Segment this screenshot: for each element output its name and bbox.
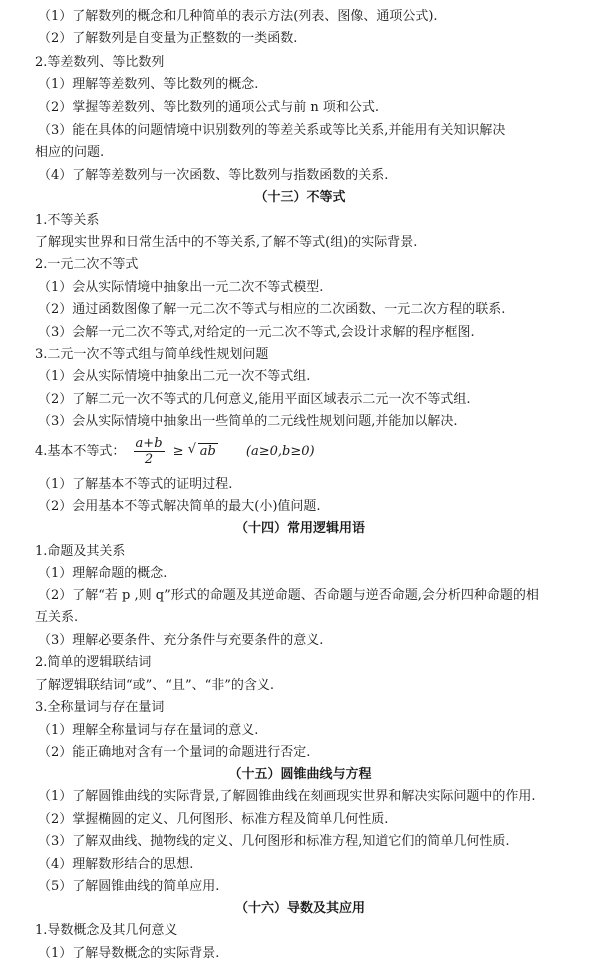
text-line: （3）能在具体的问题情境中识别数列的等差关系或等比关系,并能用有关知识解决 xyxy=(38,123,506,138)
subsection-heading: 1.导数概念及其几何意义 xyxy=(35,923,178,938)
subsection-heading: 3.全称量词与存在量词 xyxy=(35,700,165,715)
text-line: （4）了解等差数列与一次函数、等比数列与指数函数的关系. xyxy=(38,168,389,183)
section-title: （十五）圆锥曲线与方程 xyxy=(228,767,372,782)
text-line: （1）会从实际情境中抽象出二元一次不等式组. xyxy=(38,369,311,384)
text-line: （2）了解二元一次不等式的几何意义,能用平面区域表示二元一次不等式组. xyxy=(38,392,471,407)
subsection-heading: 2.简单的逻辑联结词 xyxy=(35,655,152,670)
text-line: （1）了解导数概念的实际背景. xyxy=(38,946,220,961)
text-line: （2）了解数列是自变量为正整数的一类函数. xyxy=(38,31,298,46)
formula-denominator: 2 xyxy=(144,452,154,467)
formula-fraction xyxy=(134,436,165,467)
text-line: （2）了解“若 p ,则 q”形式的命题及其逆命题、否命题与逆否命题,会分析四种命题的相 xyxy=(38,588,539,603)
text-line: （1）了解圆锥曲线的实际背景,了解圆锥曲线在刻画现实世界和解决实际问题中的作用. xyxy=(38,789,536,804)
text-line: （3）理解必要条件、充分条件与充要条件的意义. xyxy=(38,633,324,648)
text-line: （1）了解数列的概念和几种简单的表示方法(列表、图像、通项公式). xyxy=(38,9,438,24)
formula-line xyxy=(0,432,600,472)
text-line: （3）会解一元二次不等式,对给定的一元二次不等式,会设计求解的程序框图. xyxy=(38,325,475,340)
text-line: （1）理解全称量词与存在量词的意义. xyxy=(38,723,259,738)
subsection-heading: 2.等差数列、等比数列 xyxy=(35,55,165,70)
text-line: （5）了解圆锥曲线的简单应用. xyxy=(38,879,220,894)
text-line: （4）理解数形结合的思想. xyxy=(38,857,194,872)
formula-relation: ≥ xyxy=(172,444,184,459)
text-line: （1）理解命题的概念. xyxy=(38,566,168,581)
subsection-heading: 1.不等关系 xyxy=(35,213,100,228)
text-line: （3）会从实际情境中抽象出一些简单的二元线性规划问题,并能加以解决. xyxy=(38,414,458,429)
text-line: （1）理解等差数列、等比数列的概念. xyxy=(38,77,259,92)
formula-label: 4.基本不等式： xyxy=(35,444,126,459)
section-title: （十四）常用逻辑用语 xyxy=(234,521,365,536)
text-line: （2）会用基本不等式解决简单的最大(小)值问题. xyxy=(38,499,321,514)
text-line: （1）了解基本不等式的证明过程. xyxy=(38,477,233,492)
subsection-heading: 1.命题及其关系 xyxy=(35,544,126,559)
section-title: （十三）不等式 xyxy=(254,190,346,205)
text-line: 互关系. xyxy=(35,610,79,625)
text-line: （2）能正确地对含有一个量词的命题进行否定. xyxy=(38,745,311,760)
text-line: （3）了解双曲线、抛物线的定义、几何图形和标准方程,知道它们的简单几何性质. xyxy=(38,834,510,849)
text-line: （2）通过函数图像了解一元二次不等式与相应的二次函数、一元二次方程的联系. xyxy=(38,302,506,317)
text-line: （2）掌握等差数列、等比数列的通项公式与前 n 项和公式. xyxy=(38,100,380,115)
text-line: 了解现实世界和日常生活中的不等关系,了解不等式(组)的实际背景. xyxy=(35,235,418,250)
formula-numerator: a+b xyxy=(135,436,163,451)
formula-radicand: ab xyxy=(199,444,216,459)
text-line: 了解逻辑联结词“或”、“且”、“非”的含义. xyxy=(35,678,275,693)
formula-sqrt xyxy=(188,432,218,472)
radical-sign: √ xyxy=(187,442,196,457)
subsection-heading: 3.二元一次不等式组与简单线性规划问题 xyxy=(35,347,269,362)
formula-condition: (a≥0,b≥0) xyxy=(245,444,315,459)
text-line: 相应的问题. xyxy=(35,145,105,160)
section-title: （十六）导数及其应用 xyxy=(234,901,365,916)
subsection-heading: 2.一元二次不等式 xyxy=(35,257,139,272)
text-line: （1）会从实际情境中抽象出一元二次不等式模型. xyxy=(38,280,324,295)
text-line: （2）掌握椭圆的定义、几何图形、标准方程及简单几何性质. xyxy=(38,812,389,827)
